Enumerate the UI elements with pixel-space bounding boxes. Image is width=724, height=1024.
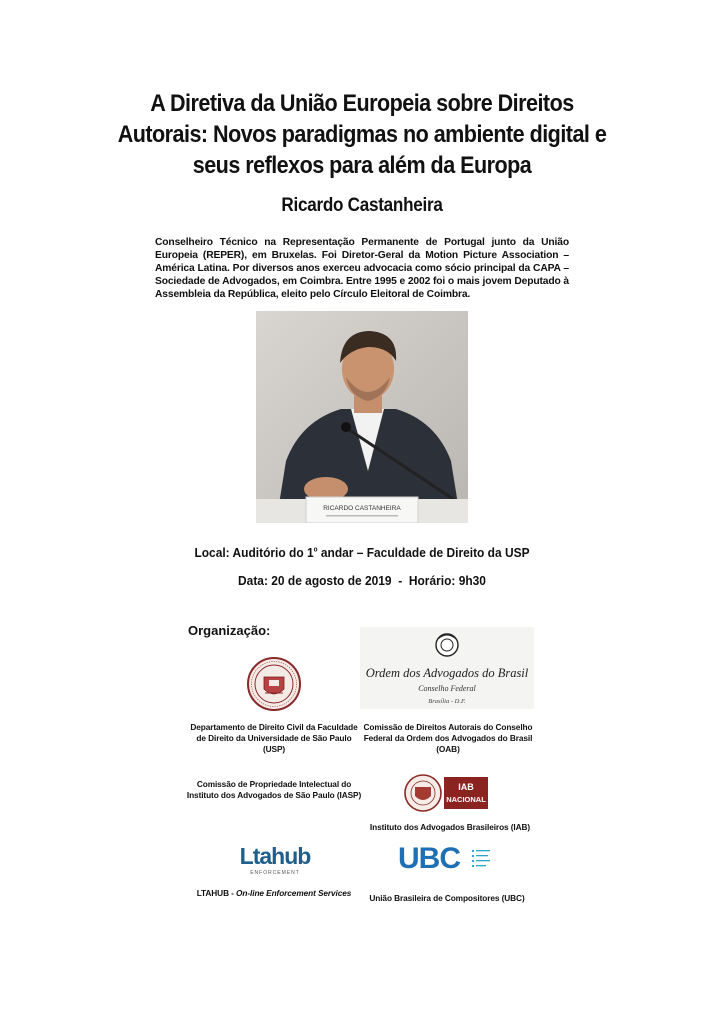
speaker-bio: Conselheiro Técnico na Representação Permanente de Portugal junto da União Europeia (REPER), em Bruxelas. Foi Diretor-Geral da Motion Picture Association – América Latina. Por diversos anos exerceu advocacia como sócio principal da CAPA – Sociedade de Advogados, em Coimbra. Entre 1995 e 2002 foi o mais jovem Deputado à Assembleia da República, eleito pelo Círculo Eleitoral de Coimbra.: [155, 237, 569, 300]
org-caption-iasp: [184, 779, 364, 801]
title-line: seus reflexos para além da Europa: [192, 152, 532, 179]
caption-line: Comissão de Direitos Autorais do Conselho: [363, 722, 533, 732]
caption-line: de Direito da Universidade de São Paulo: [196, 733, 352, 743]
caption-line: Instituto dos Advogados de São Paulo (IASP): [186, 790, 362, 800]
event-location: [29, 545, 695, 560]
org-caption-iab: Instituto dos Advogados Brasileiros (IAB): [369, 822, 531, 832]
oab-logo-title: Ordem dos Advogados do Brasil: [365, 666, 529, 680]
title-line: A Diretiva da União Europeia sobre Direitos: [150, 90, 574, 117]
speaker-photo-illustration: [256, 311, 468, 523]
event-date-time: Data: 20 de agosto de 2019 - Horário: 9h30: [238, 573, 486, 588]
ubc-logo-text: UBC: [398, 842, 460, 875]
ltahub-logo-sub: ENFORCEMENT: [250, 870, 300, 876]
nameplate-text: RICARDO CASTANHEIRA: [323, 505, 401, 512]
location-suffix: andar – Faculdade de Direito da USP: [317, 545, 530, 560]
event-title: [79, 88, 646, 181]
speaker-name: Ricardo Castanheira: [281, 195, 443, 216]
iab-logo-line1: IAB: [458, 782, 474, 792]
caption-line: Federal da Ordem dos Advogados do Brasil: [363, 733, 533, 743]
usp-seal-logo: [247, 657, 301, 711]
location-ordinal: o: [313, 546, 318, 554]
caption-line: Comissão de Propriedade Intelectual do: [196, 779, 352, 789]
caption-line: (USP): [262, 744, 286, 754]
oab-logo-subtitle: Conselho Federal: [418, 684, 476, 693]
organization-heading: Organização:: [188, 623, 271, 638]
org-caption-usp: [188, 722, 360, 755]
org-caption-ubc: União Brasileira de Compositores (UBC): [369, 893, 525, 903]
org-caption-oab: [362, 722, 534, 755]
org-caption-ltahub: LTAHUB - On-line Enforcement Services: [196, 888, 352, 898]
iab-logo: [404, 773, 488, 813]
ltahub-caption-tagline: On-line Enforcement Services: [236, 888, 352, 898]
caption-line: Departamento de Direito Civil da Faculdade: [190, 722, 358, 732]
location-prefix: Local: Auditório do 1: [194, 545, 314, 560]
ltahub-logo: [230, 840, 320, 878]
speaker-photo: [256, 311, 468, 523]
ubc-logo: [398, 840, 498, 880]
caption-line: (OAB): [436, 744, 460, 754]
oab-logo-city: Brasília - D.F.: [428, 698, 466, 705]
ltahub-logo-text: Ltahub: [239, 843, 311, 869]
title-line: Autorais: Novos paradigmas no ambiente digital e: [117, 121, 607, 148]
oab-logo: [360, 627, 534, 709]
ltahub-caption-name: LTAHUB: [196, 888, 229, 898]
iab-logo-line2: NACIONAL: [446, 795, 486, 804]
